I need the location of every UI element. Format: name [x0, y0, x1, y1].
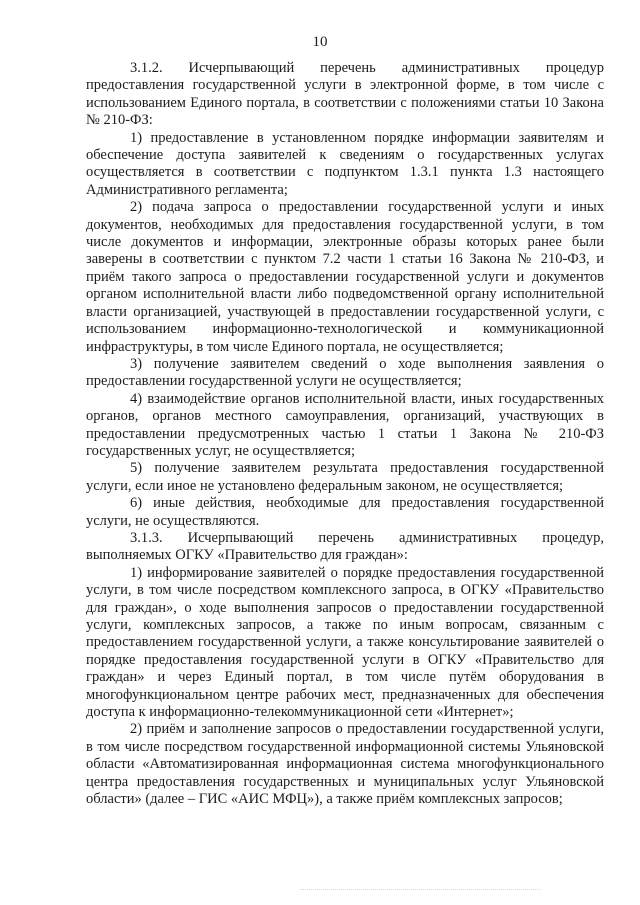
- list-item-6: 6) иные действия, необходимые для предоставления государственной услуги, не осуществляются.: [86, 495, 604, 529]
- list-item-3: 3) получение заявителем сведений о ходе выполнения заявления о предоставлении государственной услуги не осуществляется;: [86, 355, 604, 390]
- scan-artifact: [300, 889, 540, 891]
- paragraph-3-1-3: 3.1.3. Исчерпывающий перечень административных процедур, выполняемых ОГКУ «Правительство для граждан»:: [86, 529, 604, 564]
- list-item-2: 2) приём и заполнение запросов о предоставлении государственной услуги, в том числе посредством государственной информационной системы Ульяновской области «Автоматизированная информационная система многофункционального центра предоставления государственных и муниципальных услуг Ульяновской области» (далее – ГИС «АИС МФЦ»), а также приём комплексных запросов;: [86, 721, 604, 808]
- document-body: [86, 60, 604, 808]
- page-number: 10: [312, 34, 328, 50]
- list-item-1: 1) предоставление в установленном порядке информации заявителям и обеспечение доступа заявителей к сведениям о государственных услугах осуществляется в соответствии с подпунктом 1.3.1 пункта 1.3 настоящего Административного регламента;: [86, 129, 604, 198]
- list-item-1: 1) информирование заявителей о порядке предоставления государственной услуги, в том числе посредством комплексного запроса, в ОГКУ «Правительство для граждан», о ходе выполнения запросов о предоставлении государственной услуги, комплексных запросов, а также по иным вопросам, связанным с предоставлением государственной услуги, а также консультирование заявителей о порядке предоставления государственной услуги в ОГКУ «Правительство для граждан» и через Единый портал, в том числе путём оборудования в многофункциональном центре рабочих мест, предназначенных для обеспечения доступа к информационно-телекоммуникационной сети «Интернет»;: [86, 564, 604, 721]
- list-item-4: 4) взаимодействие органов исполнительной власти, иных государственных органов, органов местного самоуправления, организаций, участвующих в предоставлении предусмотренных частью 1 статьи 1 Закона № 210-ФЗ государственных услуг, не осуществляется;: [86, 390, 604, 459]
- paragraph-3-1-2: 3.1.2. Исчерпывающий перечень административных процедур предоставления государственной услуги в электронной форме, в том числе с использованием Единого портала, в соответствии с положениями статьи 10 Закона № 210-ФЗ:: [86, 60, 604, 129]
- list-item-2: 2) подача запроса о предоставлении государственной услуги и иных документов, необходимых для предоставления государственной услуги, в том числе документов и информации, электронные образы которых ранее были заверены в соответствии с пунктом 7.2 части 1 статьи 16 Закона № 210-ФЗ, и приём такого запроса о предоставлении государственной услуги и документов органом исполнительной власти либо подведомственной органу исполнительной власти организацией, участвующей в предоставлении государственной услуги, с использованием информационно-технологической и коммуникационной инфраструктуры, в том числе Единого портала, не осуществляется;: [86, 199, 604, 355]
- list-item-5: 5) получение заявителем результата предоставления государственной услуги, если иное не установлено федеральным законом, не осуществляется;: [86, 460, 604, 494]
